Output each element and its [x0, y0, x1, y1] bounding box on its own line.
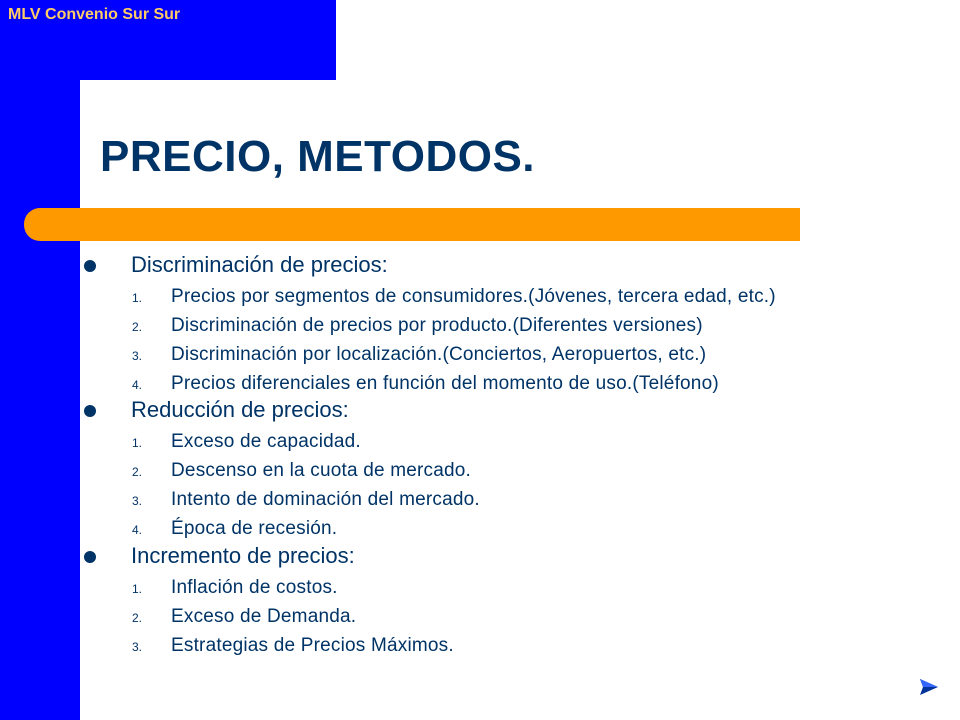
list-item: Época de recesión.	[171, 518, 338, 539]
list-number: 2.	[132, 320, 143, 334]
list-item: Inflación de costos.	[171, 577, 338, 598]
list-item: Precios diferenciales en función del momento de uso.(Teléfono)	[171, 373, 719, 394]
list-item: Intento de dominación del mercado.	[171, 489, 480, 510]
list-number: 1.	[132, 436, 143, 450]
left-blue-band	[0, 0, 80, 720]
list-number: 3.	[132, 349, 143, 363]
list-number: 4.	[132, 523, 143, 537]
list-number: 4.	[132, 378, 143, 392]
list-number: 3.	[132, 640, 143, 654]
list-number: 1.	[132, 291, 143, 305]
section-heading: Discriminación de precios:	[131, 252, 388, 277]
list-item: Discriminación por localización.(Conciertos, Aeropuertos, etc.)	[171, 344, 707, 365]
list-item: Precios por segmentos de consumidores.(Jóvenes, tercera edad, etc.)	[171, 286, 776, 307]
list-number: 3.	[132, 494, 143, 508]
title-underline-bar	[24, 208, 800, 241]
bullet-icon	[84, 260, 96, 272]
list-number: 1.	[132, 582, 143, 596]
list-item: Descenso en la cuota de mercado.	[171, 460, 472, 481]
header-label: MLV Convenio Sur Sur	[8, 6, 181, 23]
list-item: Estrategias de Precios Máximos.	[171, 635, 454, 656]
next-arrow-icon[interactable]	[918, 676, 940, 698]
list-item: Discriminación de precios por producto.(Diferentes versiones)	[171, 315, 703, 336]
section-heading: Reducción de precios:	[131, 397, 349, 422]
slide-title: PRECIO, METODOS.	[100, 132, 536, 181]
list-item: Exceso de Demanda.	[171, 606, 357, 627]
list-number: 2.	[132, 465, 143, 479]
list-item: Exceso de capacidad.	[171, 431, 361, 452]
bullet-icon	[84, 405, 96, 417]
list-number: 2.	[132, 611, 143, 625]
bullet-icon	[84, 551, 96, 563]
section-heading: Incremento de precios:	[131, 543, 355, 568]
